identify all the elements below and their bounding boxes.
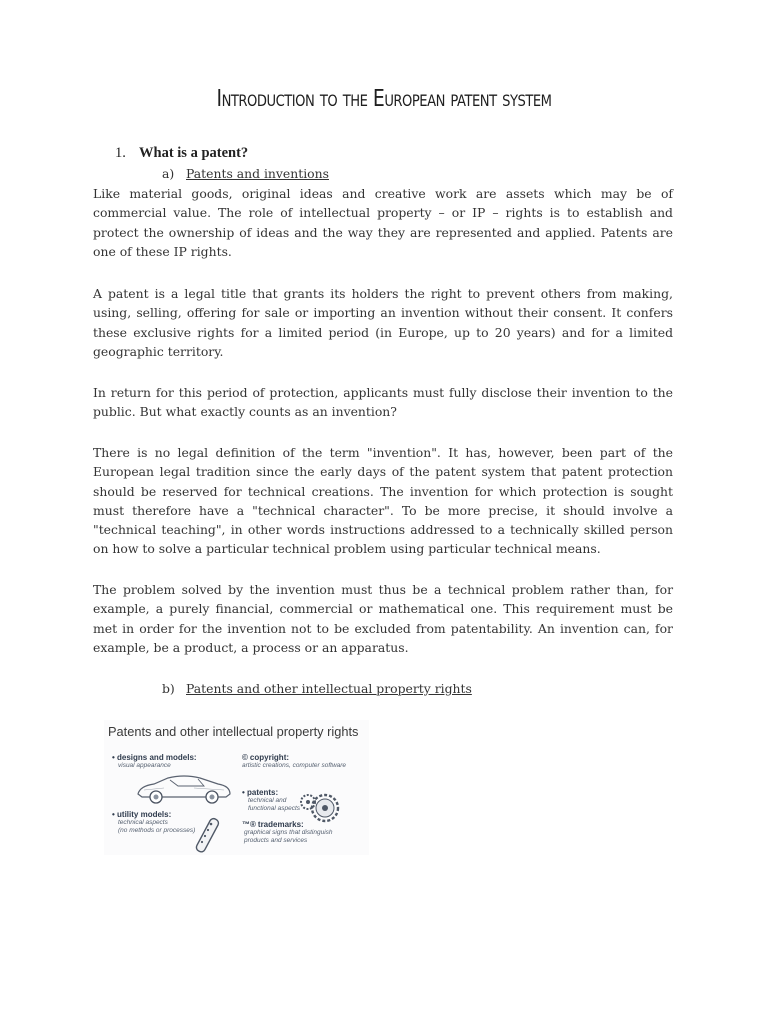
utility-desc-line2: (no methods or processes): [118, 827, 196, 834]
subheading-patents-and-inventions: [162, 166, 329, 181]
paragraph-invention-definition: There is no legal definition of the term "invention". It has, however, been part of the European legal tradition since the early days of the patent system that patent protection should be reserved for technical creations. The invention for which protection is sought must therefore have a "technical character". To be more precise, it should involve a "technical teaching", in other words instructions addressed to a technically skilled person on how to solve a particular technical problem using particular technical means.: [93, 445, 673, 557]
patents-desc-line1: technical and: [248, 797, 287, 804]
section-heading-text: What is a patent?: [139, 145, 249, 161]
trademarks-desc-line1: graphical signs that distinguish: [244, 829, 333, 836]
paragraph-disclosure: In return for this period of protection, applicants must fully disclose their invention to the public. But what exactly counts as an invention?: [93, 385, 673, 420]
gears-icon: [299, 790, 343, 824]
utility-label: • utility models:: [112, 810, 172, 819]
trademarks-label: trademarks:: [257, 820, 304, 829]
section-number: 1.: [115, 145, 126, 161]
subheading-text: Patents and inventions: [186, 166, 329, 181]
copyright-symbol: ©: [242, 753, 248, 762]
trademarks-desc-line2: products and services: [244, 837, 308, 844]
subheading-other-ip-rights: [162, 681, 472, 696]
figure-item-trademarks: [242, 820, 333, 845]
subheading-letter: a): [162, 166, 175, 181]
subheading-letter: b): [162, 681, 175, 696]
patents-label: • patents:: [242, 788, 279, 797]
car-icon: [134, 772, 234, 804]
trademark-symbol: ™®: [242, 820, 256, 829]
designs-desc: visual appearance: [118, 762, 171, 769]
subheading-text: Patents and other intellectual property rights: [186, 681, 472, 696]
document-title: Introduction to the European patent system: [216, 86, 552, 112]
figure-title: Patents and other intellectual property rights: [108, 724, 359, 739]
copyright-desc: artistic creations, computer software: [242, 762, 347, 769]
copyright-label: copyright:: [249, 753, 290, 762]
remote-control-icon: [192, 816, 222, 854]
paragraph-technical-problem: The problem solved by the invention must thus be a technical problem rather than, for example, a purely financial, commercial or mathematical one. This requirement must be met in order for the invention not to be excluded from patentability. An invention can, for example, be a product, a process or an apparatus.: [93, 582, 673, 655]
paragraph-patent-definition: A patent is a legal title that grants its holders the right to prevent others from making, using, selling, offering for sale or importing an invention without their consent. It confers these exclusive rights for a limited period (in Europe, up to 20 years) and for a limited geographic territory.: [93, 286, 673, 359]
patents-desc-line2: functional aspects: [248, 805, 301, 812]
designs-label: • designs and models:: [112, 753, 197, 762]
figure-item-copyright: [242, 753, 346, 770]
figure-item-designs: [112, 753, 197, 770]
paragraph-ip-rights: Like material goods, original ideas and creative work are assets which may be of commercial value. The role of intellectual property – or IP – rights is to establish and protect the ownership of ideas and the way they are represented and applied. Patents are one of these IP rights.: [93, 186, 673, 259]
figure-item-utility-models: [112, 810, 195, 835]
section-heading-what-is-a-patent: [115, 145, 248, 162]
utility-desc-line1: technical aspects: [118, 819, 168, 826]
ip-rights-figure: [104, 720, 369, 855]
figure-item-patents: [242, 788, 300, 813]
